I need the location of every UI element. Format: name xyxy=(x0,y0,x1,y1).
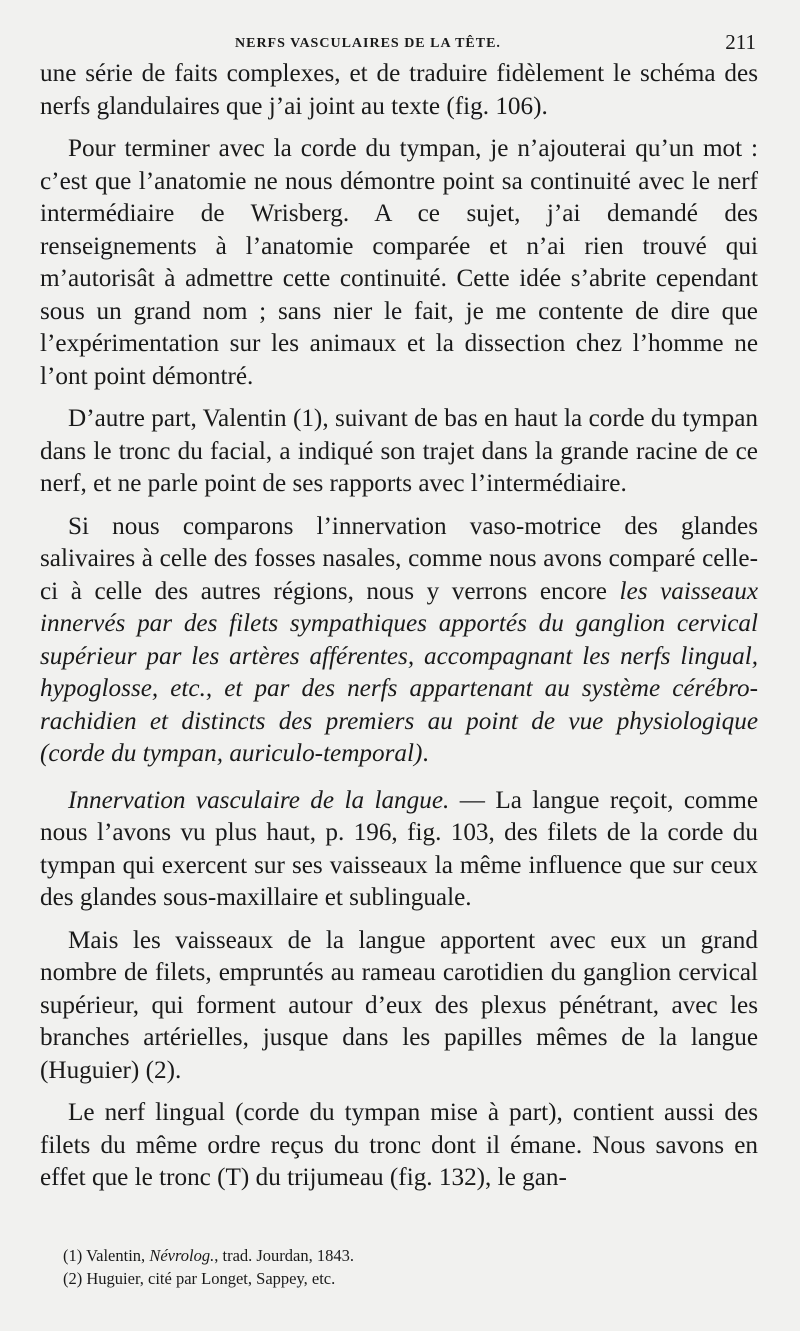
body-text xyxy=(40,58,758,1195)
footnote-1-rest: , trad. Jourdan, 1843. xyxy=(214,1246,355,1265)
paragraph-1: une série de faits complexes, et de traduire fidèlement le schéma des nerfs glandulaires que j’ai joint au texte (fig. 106). xyxy=(40,60,758,120)
footnote-1 xyxy=(63,1244,354,1267)
paragraph-5-text: — La langue reçoit, comme nous l’avons vu plus haut, p. 196, fig. 103, des filets de la corde du tympan qui exercent sur ses vaisseaux la même influence que sur ceux des glandes sous-maxillaire et sublinguale. xyxy=(40,786,758,911)
paragraph-2: Pour terminer avec la corde du tympan, je n’ajouterai qu’un mot : c’est que l’anatomie ne nous démontre point sa continuité avec le nerf intermédiaire de Wrisberg. A ce sujet, j’ai demandé des renseignements à l’anatomie comparée et n’ai rien trouvé qui m’autorisât à admettre cette continuité. Cette idée s’abrite cependant sous un grand nom ; sans nier le fait, je me contente de dire que l’expérimentation sur les animaux et la dissection chez l’homme ne l’ont point démontré. xyxy=(40,135,758,390)
book-page xyxy=(40,30,758,1205)
footnote-1-text: (1) Valentin, xyxy=(63,1246,150,1265)
paragraph-6: Mais les vaisseaux de la langue apportent avec eux un grand nombre de filets, empruntés au rameau carotidien du ganglion cervical supérieur, qui forment autour d’eux des plexus pénétrant, avec les branches artérielles, jusque dans les papilles mêmes de la langue (Huguier) (2). xyxy=(40,926,758,1084)
paragraph-4-italic: les vaisseaux innervés par des filets sympathiques apportés du ganglion cervical supérieur par les artères afférentes, accompagnant les nerfs lingual, hypoglosse, etc., et par des nerfs appartenant au système cérébro-rachidien et distincts des premiers au point de vue physiologique (corde du tympan, auriculo-temporal) xyxy=(40,577,758,767)
paragraph-3: D’autre part, Valentin (1), suivant de bas en haut la corde du tympan dans le tronc du facial, a indiqué son trajet dans la grande racine de ce nerf, et ne parle point de ses rapports avec l’intermédiaire. xyxy=(40,405,758,497)
paragraph-4 xyxy=(40,511,758,771)
paragraph-4-end: . xyxy=(422,740,429,767)
section-heading-langue: Innervation vasculaire de la langue. xyxy=(68,786,450,814)
page-number: 211 xyxy=(725,30,756,54)
paragraph-4-start: Si nous comparons l’innervation vaso-motrice des glandes salivaires à celle des fosses nasales, comme nous avons comparé celle-ci à celle des autres régions, nous y verrons encore xyxy=(40,512,758,605)
footnote-1-italic: Névrolog. xyxy=(149,1246,215,1265)
paragraph-5 xyxy=(40,785,758,915)
running-title: NERFS VASCULAIRES DE LA TÊTE. xyxy=(235,36,501,51)
running-head xyxy=(40,30,758,58)
footnotes xyxy=(63,1244,354,1290)
paragraph-7: Le nerf lingual (corde du tympan mise à part), contient aussi des filets du même ordre reçus du tronc dont il émane. Nous savons en effet que le tronc (T) du trijumeau (fig. 132), le gan- xyxy=(40,1099,758,1191)
footnote-2: (2) Huguier, cité par Longet, Sappey, etc. xyxy=(63,1269,336,1288)
